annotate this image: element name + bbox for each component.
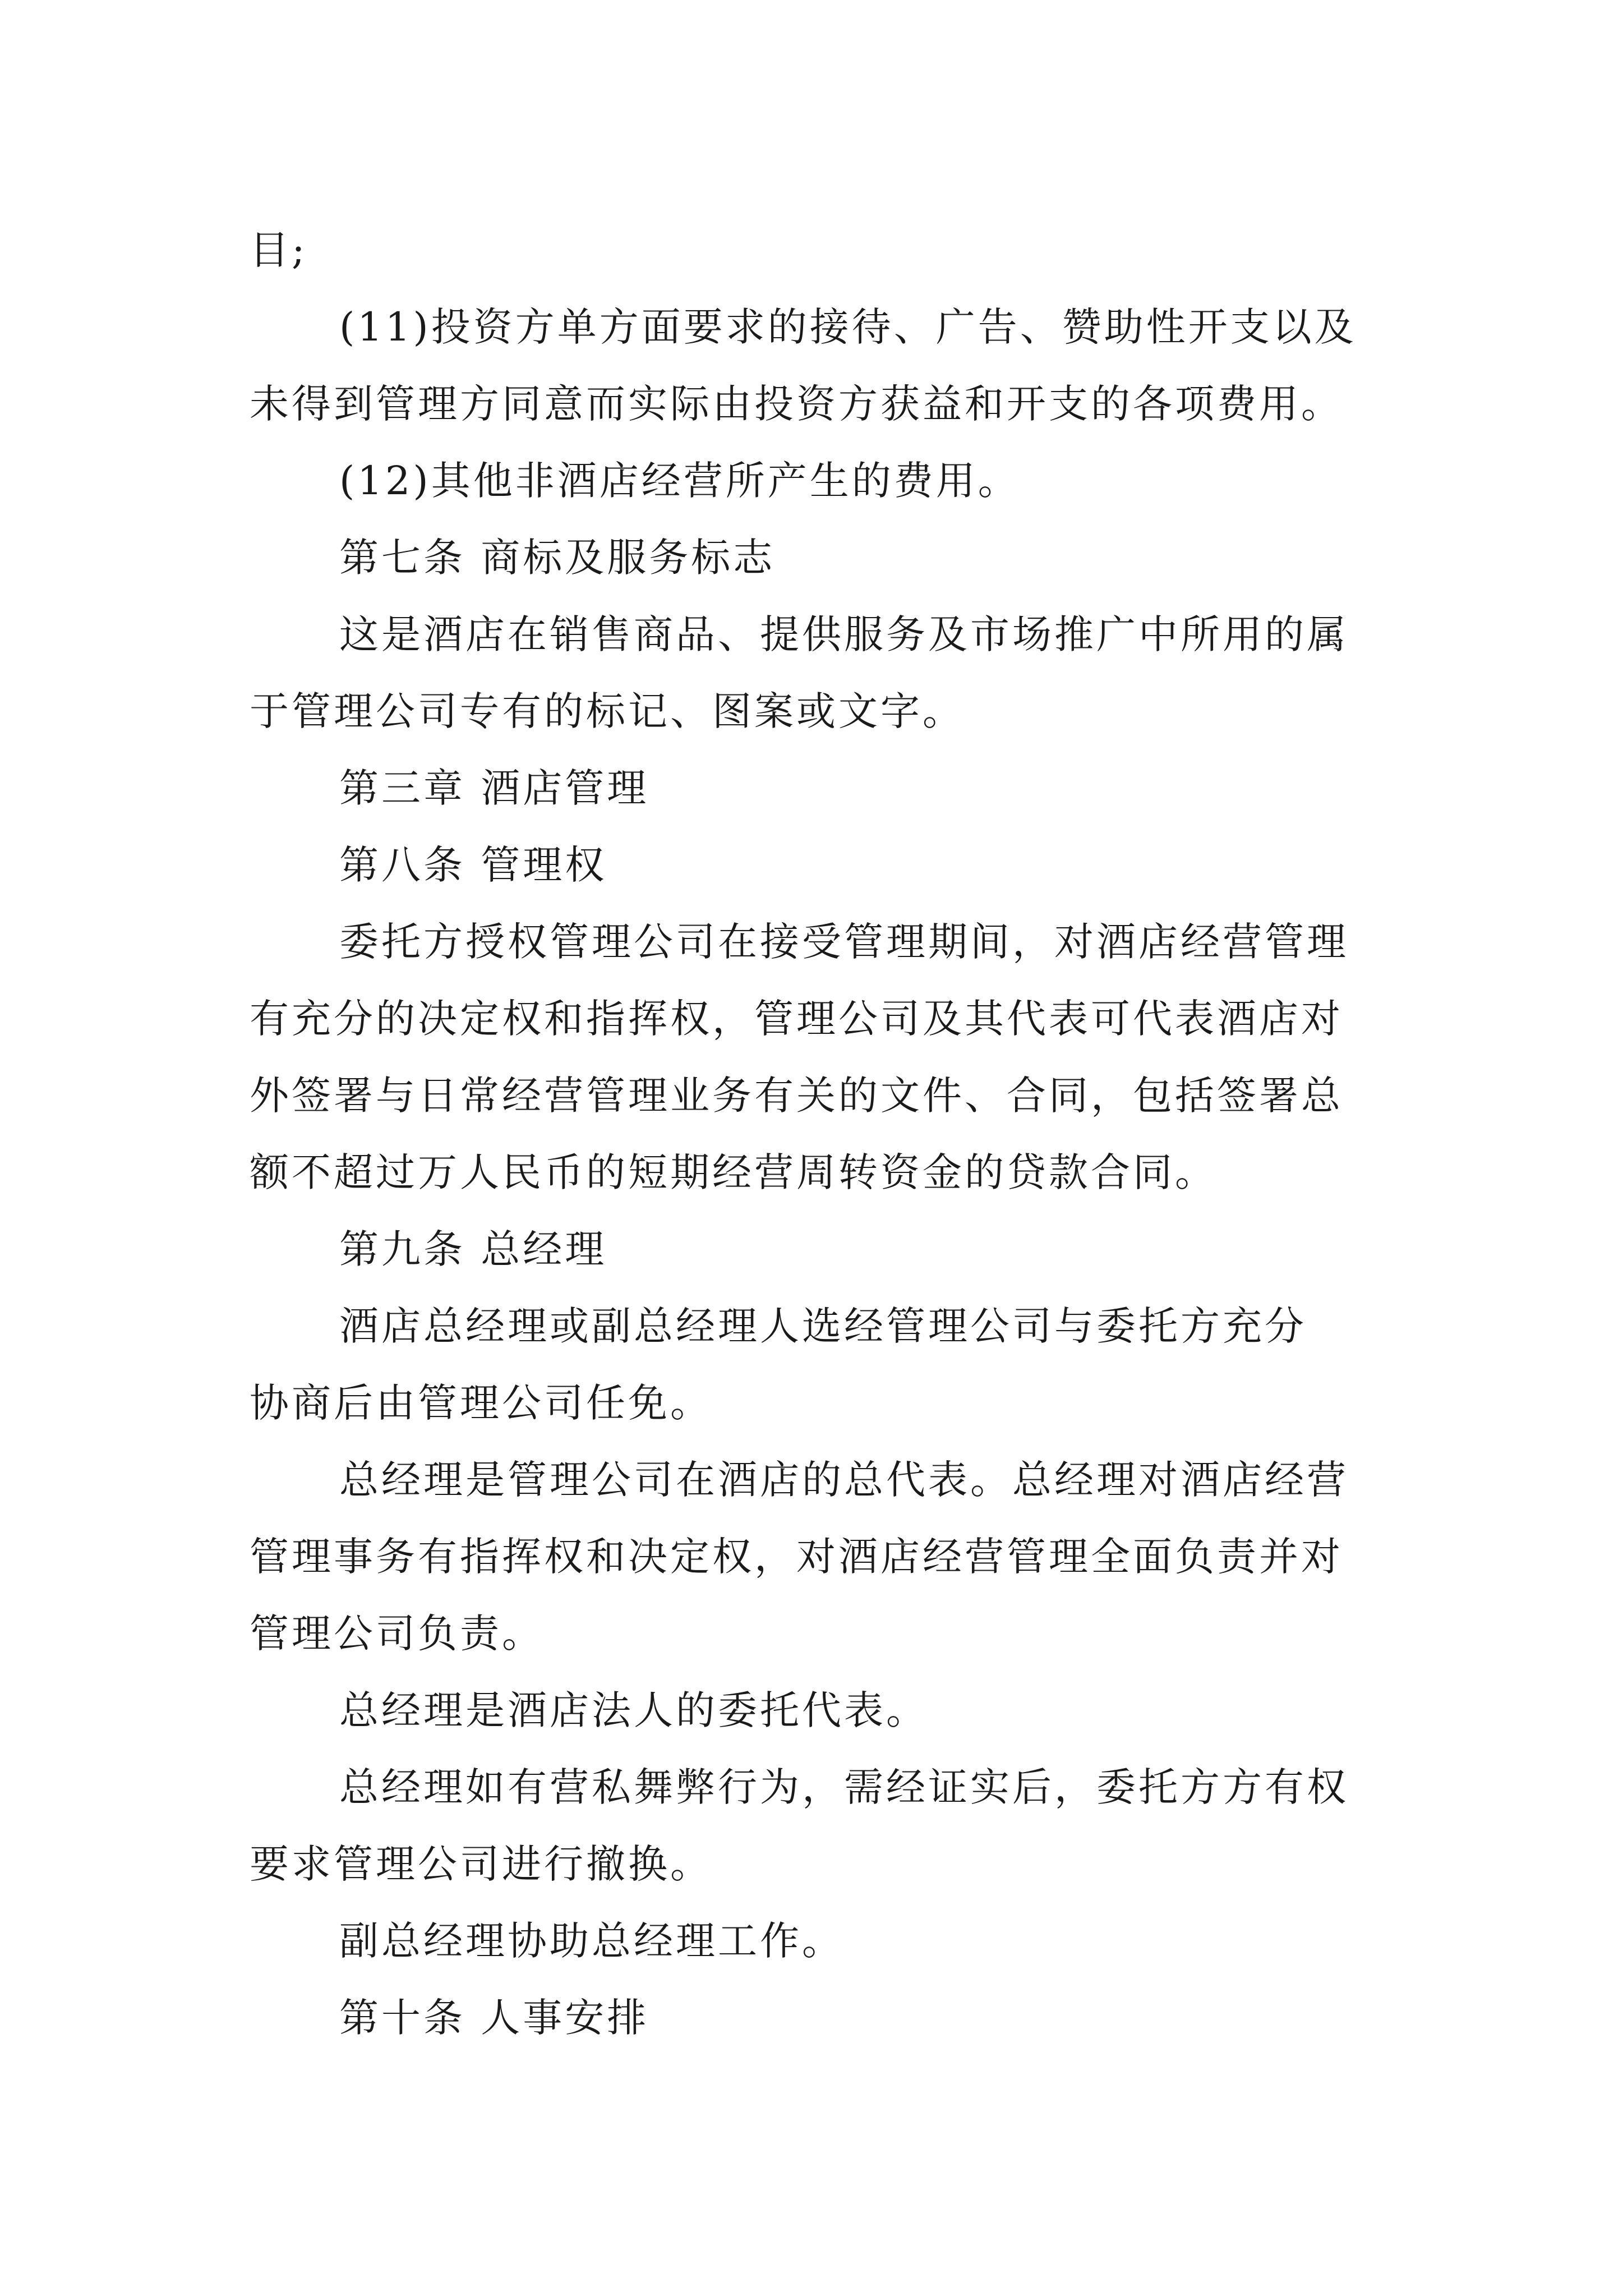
text-line: (12)其他非酒店经营所产生的费用。 (339, 458, 1020, 504)
chapter-heading: 第三章 酒店管理 (339, 765, 649, 811)
text-line: 管理事务有指挥权和决定权，对酒店经营管理全面负责并对 (250, 1534, 1343, 1580)
text-line: 总经理是酒店法人的委托代表。 (339, 1687, 928, 1733)
text-line: 额不超过万人民币的短期经营周转资金的贷款合同。 (250, 1149, 1217, 1195)
text-line: 委托方授权管理公司在接受管理期间，对酒店经营管理 (339, 919, 1349, 965)
text-line: 协商后由管理公司任免。 (250, 1380, 712, 1426)
text-line: 副总经理协助总经理工作。 (339, 1918, 844, 1964)
text-line: 管理公司负责。 (250, 1611, 544, 1657)
document-body (250, 212, 1405, 2056)
section-heading: 第九条 总经理 (339, 1226, 607, 1272)
text-line: 外签署与日常经营管理业务有关的文件、合同，包括签署总 (250, 1073, 1343, 1119)
text-line: 有充分的决定权和指挥权，管理公司及其代表可代表酒店对 (250, 996, 1343, 1042)
section-heading: 第八条 管理权 (339, 842, 607, 888)
section-heading: 第七条 商标及服务标志 (339, 535, 776, 581)
text-line: 目; (250, 227, 308, 273)
text-line: (11)投资方单方面要求的接待、广告、赞助性开支以及 (339, 304, 1357, 350)
text-line: 酒店总经理或副总经理人选经管理公司与委托方充分 (339, 1303, 1307, 1349)
section-heading: 第十条 人事安排 (339, 1995, 649, 2041)
text-line: 要求管理公司进行撤换。 (250, 1841, 712, 1887)
text-line: 这是酒店在销售商品、提供服务及市场推广中所用的属 (339, 611, 1349, 657)
text-line: 于管理公司专有的标记、图案或文字。 (250, 688, 965, 734)
text-line: 未得到管理方同意而实际由投资方获益和开支的各项费用。 (250, 381, 1343, 427)
text-line: 总经理是管理公司在酒店的总代表。总经理对酒店经营 (339, 1457, 1349, 1503)
text-line: 总经理如有营私舞弊行为，需经证实后，委托方方有权 (339, 1764, 1349, 1810)
